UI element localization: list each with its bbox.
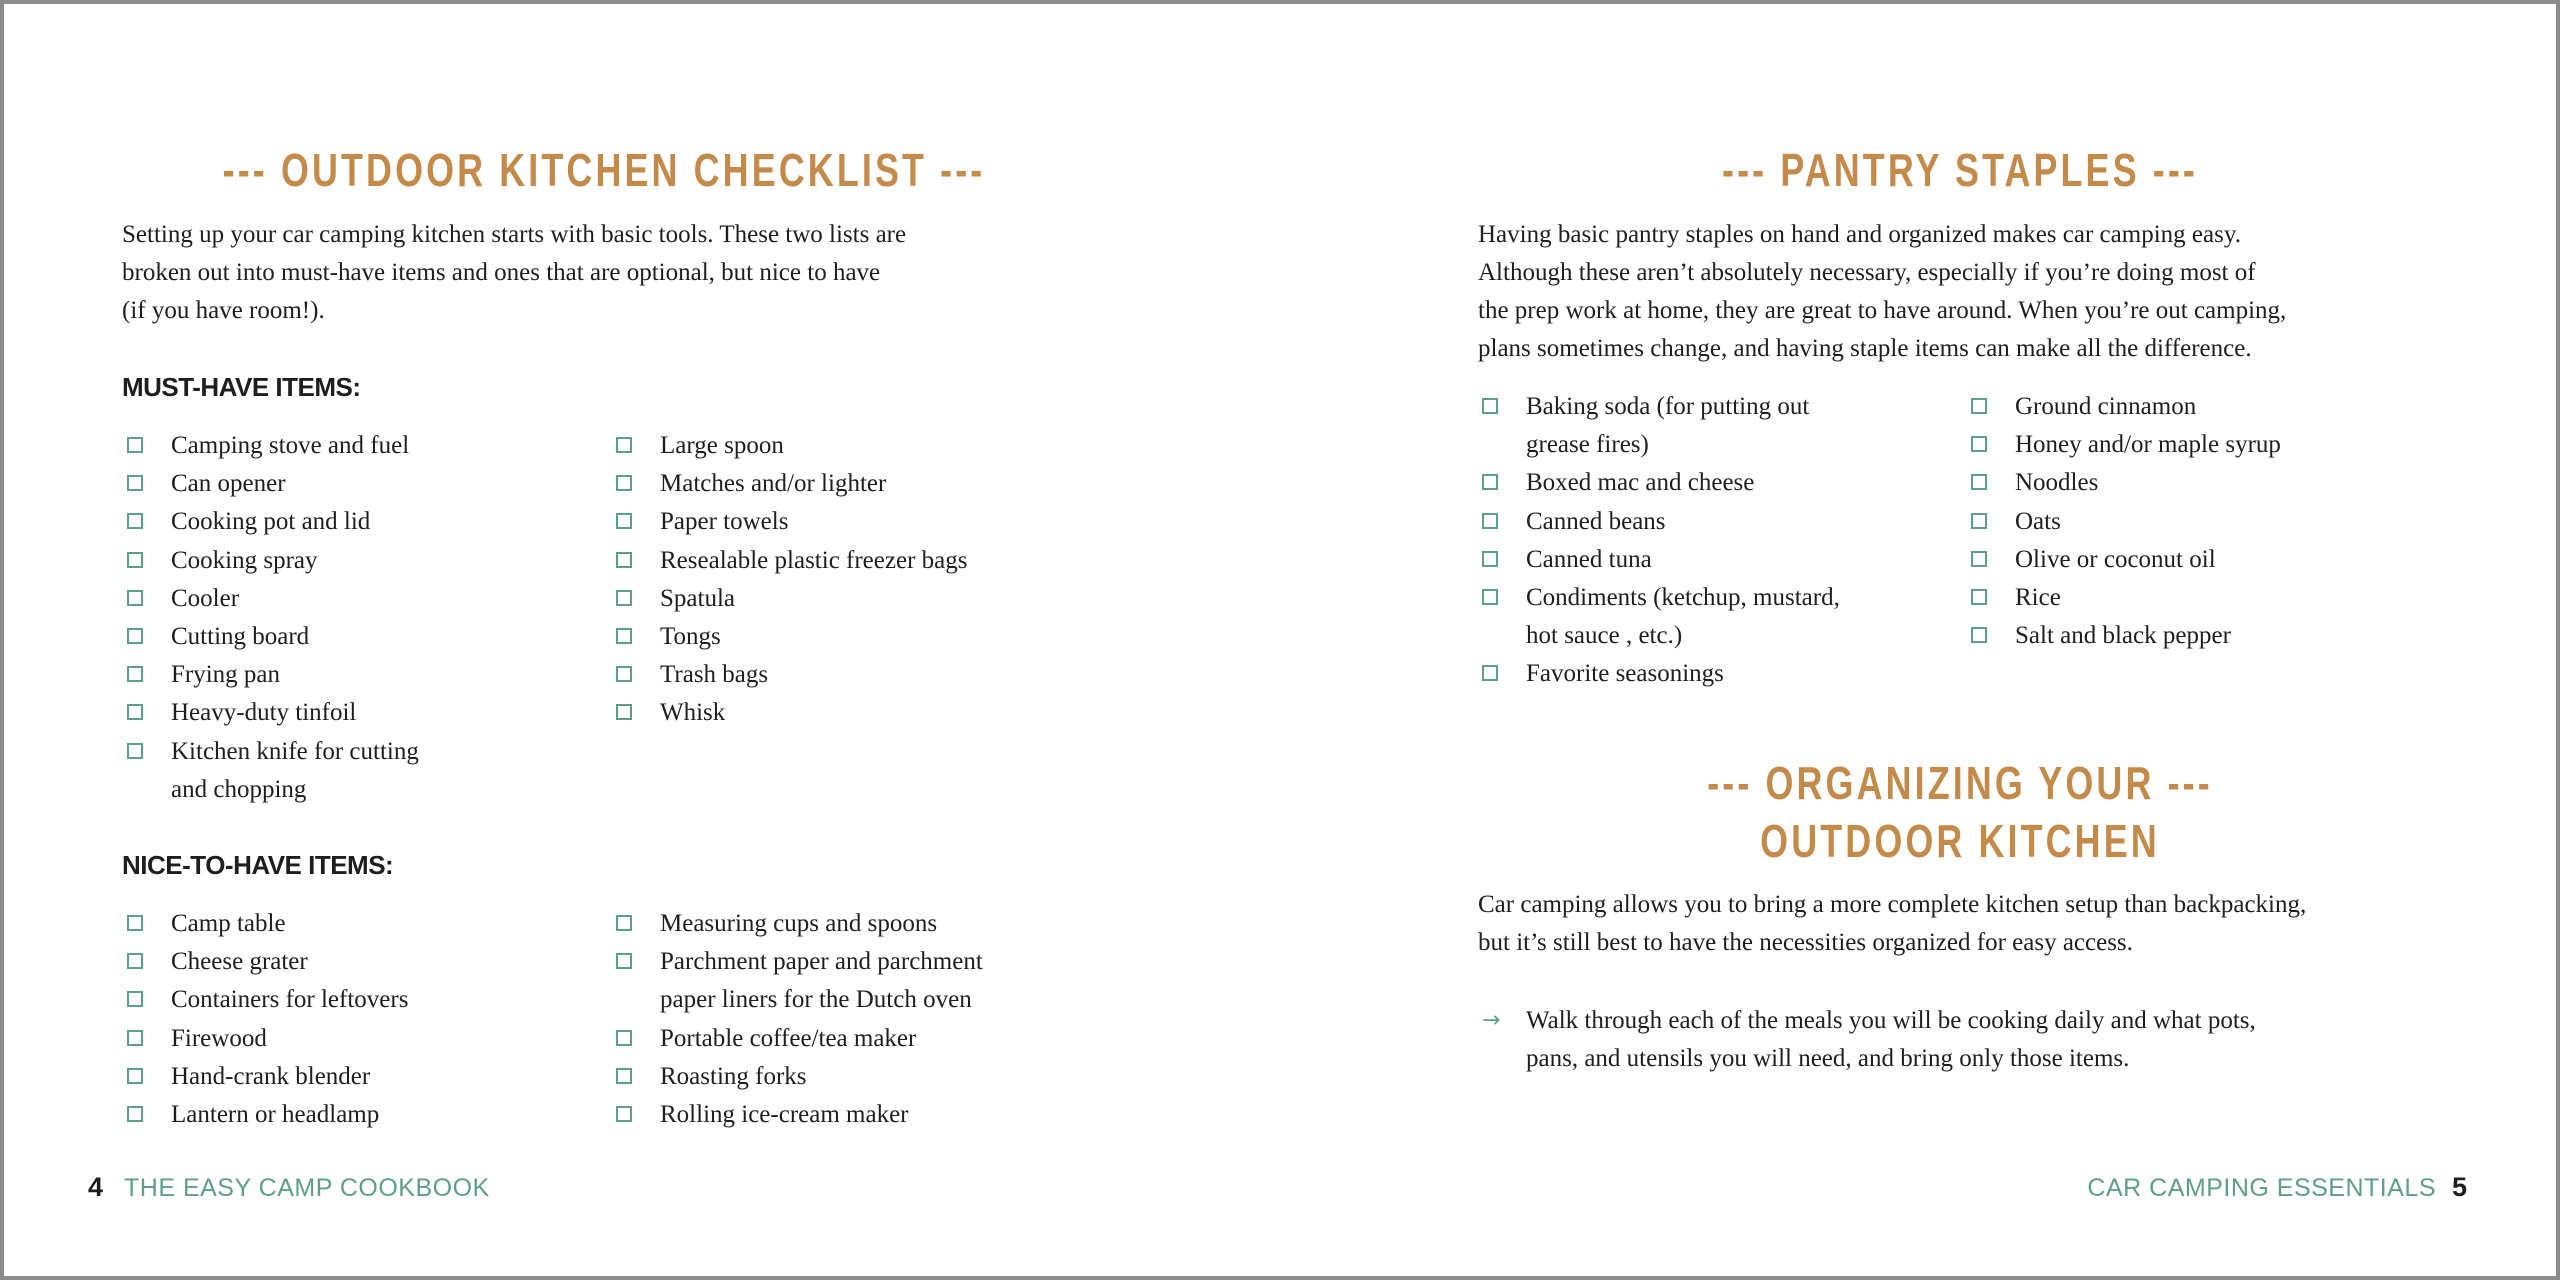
checklist-item[interactable]	[1971, 579, 2281, 617]
checklist-item[interactable]	[1482, 579, 1840, 655]
checklist-item[interactable]	[127, 694, 419, 732]
item-label: paper liners for the Dutch oven	[660, 986, 972, 1014]
item-label: Camping stove and fuel	[171, 432, 410, 459]
checklist-item[interactable]	[616, 542, 967, 580]
item-label: Paper towels	[660, 508, 789, 536]
checkbox-icon[interactable]	[1482, 474, 1498, 490]
item-label: Noodles	[2015, 469, 2099, 497]
checklist-item[interactable]	[616, 618, 967, 656]
checkbox-icon[interactable]	[1482, 665, 1498, 681]
item-label: Ground cinnamon	[2015, 393, 2197, 420]
paragraph-line: Car camping allows you to bring a more complete kitchen setup than backpacking,	[1478, 891, 2307, 918]
checkbox-icon[interactable]	[616, 552, 632, 568]
item-label: Measuring cups and spoons	[660, 910, 938, 937]
checkbox-icon[interactable]	[127, 437, 143, 453]
checklist-item[interactable]	[1482, 655, 1840, 693]
checklist-item[interactable]	[616, 905, 983, 943]
checklist-item[interactable]	[127, 465, 419, 503]
item-label: Baking soda (for putting out	[1526, 393, 1810, 420]
checklist-item[interactable]	[1971, 503, 2281, 541]
item-label: Cheese grater	[171, 948, 308, 976]
item-label: Trash bags	[660, 661, 769, 689]
checkbox-icon[interactable]	[1971, 398, 1987, 414]
checkbox-icon[interactable]	[1482, 513, 1498, 529]
item-label: Containers for leftovers	[171, 986, 409, 1014]
item-label: Condiments (ketchup, mustard,	[1526, 584, 1840, 612]
checklist-item[interactable]	[127, 618, 419, 656]
checklist-item[interactable]	[1482, 464, 1840, 502]
checkbox-icon[interactable]	[1482, 589, 1498, 605]
checklist-item[interactable]	[616, 656, 967, 694]
organizing-intro	[1478, 886, 2306, 962]
checklist-item[interactable]	[1971, 426, 2281, 464]
item-label: Large spoon	[660, 432, 784, 459]
checkbox-icon[interactable]	[1971, 589, 1987, 605]
item-label: Whisk	[660, 699, 726, 727]
checkbox-icon[interactable]	[127, 1106, 143, 1122]
checklist-item[interactable]	[1971, 388, 2281, 426]
checkbox-icon[interactable]	[1971, 551, 1987, 567]
checkbox-icon[interactable]	[127, 628, 143, 644]
paragraph-line: Although these aren’t absolutely necessary, especially if you’re doing most of	[1478, 259, 2256, 286]
paragraph-line: (if you have room!).	[122, 297, 325, 324]
checkbox-icon[interactable]	[127, 743, 143, 759]
checkbox-icon[interactable]	[127, 953, 143, 969]
checkbox-icon[interactable]	[127, 552, 143, 568]
checklist-item[interactable]	[127, 427, 419, 465]
nice-to-have-list-col2	[616, 905, 983, 1134]
item-label: Kitchen knife for cutting	[171, 737, 419, 765]
organizing-tips	[1482, 1002, 2256, 1078]
page-number-right: 5	[2452, 1172, 2468, 1202]
must-have-heading: MUST-HAVE ITEMS:	[122, 372, 361, 402]
checklist-item[interactable]	[616, 503, 967, 541]
paragraph-line: Setting up your car camping kitchen starts with basic tools. These two lists are	[122, 221, 907, 248]
checklist-intro	[122, 216, 906, 330]
checklist-item[interactable]	[1482, 503, 1840, 541]
item-label: pans, and utensils you will need, and bring only those items.	[1526, 1045, 2130, 1073]
paragraph-line: but it’s still best to have the necessities organized for easy access.	[1478, 929, 2133, 956]
item-label: grease fires)	[1526, 431, 1649, 459]
item-label: Firewood	[171, 1024, 267, 1052]
item-label: Rolling ice-cream maker	[660, 1101, 909, 1129]
item-label: Lantern or headlamp	[171, 1101, 380, 1129]
checkbox-icon[interactable]	[616, 437, 632, 453]
item-label: and chopping	[171, 775, 307, 803]
checklist-item[interactable]	[127, 542, 419, 580]
checkbox-icon[interactable]	[127, 475, 143, 491]
checklist-item[interactable]	[1482, 388, 1840, 464]
item-label: Cutting board	[171, 623, 310, 651]
checkbox-icon[interactable]	[616, 513, 632, 529]
paragraph-line: plans sometimes change, and having staple items can make all the difference.	[1478, 335, 2252, 362]
item-label: Boxed mac and cheese	[1526, 469, 1755, 497]
checklist-item[interactable]	[616, 1058, 983, 1096]
item-label: Tongs	[660, 623, 721, 651]
checkbox-icon[interactable]	[1971, 627, 1987, 643]
checkbox-icon[interactable]	[127, 1030, 143, 1046]
checklist-item[interactable]	[616, 1020, 983, 1058]
item-label: Portable coffee/tea maker	[660, 1024, 917, 1052]
paragraph-line: the prep work at home, they are great to have around. When you’re out camping,	[1478, 297, 2287, 324]
arrow-icon: →	[1482, 1008, 1501, 1033]
checklist-item[interactable]	[616, 1096, 983, 1134]
checkbox-icon[interactable]	[616, 1106, 632, 1122]
organizing-title-line2: OUTDOOR KITCHEN	[1760, 815, 2160, 867]
organizing-title-line1: --- ORGANIZING YOUR ---	[1707, 757, 2213, 809]
nice-to-have-list-col1	[127, 905, 408, 1134]
checkbox-icon[interactable]	[1971, 513, 1987, 529]
must-have-list-col1	[127, 427, 419, 809]
checklist-item[interactable]	[127, 580, 419, 618]
must-have-list-col2	[616, 427, 967, 733]
checkbox-icon[interactable]	[616, 590, 632, 606]
checkbox-icon[interactable]	[127, 991, 143, 1007]
paragraph-line: Having basic pantry staples on hand and organized makes car camping easy.	[1478, 221, 2241, 248]
page-number-left: 4	[88, 1172, 104, 1202]
pantry-title: --- PANTRY STAPLES ---	[1722, 144, 2198, 196]
checklist-item[interactable]	[1971, 541, 2281, 579]
item-label: Resealable plastic freezer bags	[660, 546, 968, 574]
item-label: Canned beans	[1526, 507, 1666, 535]
item-label: Camp table	[171, 910, 286, 937]
item-label: Hand-crank blender	[171, 1062, 371, 1090]
item-label: Honey and/or maple syrup	[2015, 431, 2281, 459]
checkbox-icon[interactable]	[1482, 551, 1498, 567]
nice-to-have-heading: NICE-TO-HAVE ITEMS:	[122, 850, 394, 880]
checklist-item[interactable]	[127, 905, 408, 943]
checklist-item[interactable]	[127, 943, 408, 981]
checklist-item[interactable]	[616, 943, 983, 1019]
item-label: Olive or coconut oil	[2015, 545, 2216, 573]
checkbox-icon[interactable]	[616, 704, 632, 720]
checkbox-icon[interactable]	[1971, 436, 1987, 452]
checklist-item[interactable]	[127, 1020, 408, 1058]
item-label: hot sauce , etc.)	[1526, 622, 1683, 650]
checkbox-icon[interactable]	[127, 1068, 143, 1084]
item-label: Salt and black pepper	[2015, 622, 2231, 650]
paragraph-line: broken out into must-have items and ones that are optional, but nice to have	[122, 259, 881, 286]
pantry-intro	[1478, 216, 2286, 368]
checklist-item[interactable]	[616, 427, 967, 465]
item-label: Roasting forks	[660, 1062, 807, 1090]
item-label: Walk through each of the meals you will be cooking daily and what pots,	[1526, 1007, 2256, 1034]
checkbox-icon[interactable]	[127, 704, 143, 720]
checklist-item[interactable]	[127, 733, 419, 809]
checkbox-icon[interactable]	[616, 1030, 632, 1046]
item-label: Oats	[2015, 507, 2061, 535]
checklist-item[interactable]	[1971, 617, 2281, 655]
checkbox-icon[interactable]	[616, 666, 632, 682]
item-label: Heavy-duty tinfoil	[171, 699, 357, 727]
checkbox-icon[interactable]	[127, 513, 143, 529]
checklist-item[interactable]	[1482, 541, 1840, 579]
checklist-title: --- OUTDOOR KITCHEN CHECKLIST ---	[222, 144, 986, 196]
checkbox-icon[interactable]	[127, 915, 143, 931]
item-label: Cooler	[171, 584, 240, 612]
item-label: Favorite seasonings	[1526, 660, 1724, 688]
checklist-item[interactable]	[616, 465, 967, 503]
running-head-right: CAR CAMPING ESSENTIALS	[2087, 1174, 2436, 1202]
item-label: Canned tuna	[1526, 545, 1652, 573]
tip-item	[1482, 1002, 2256, 1078]
item-label: Parchment paper and parchment	[660, 948, 983, 976]
checkbox-icon[interactable]	[616, 475, 632, 491]
checkbox-icon[interactable]	[127, 590, 143, 606]
item-label: Cooking pot and lid	[171, 508, 371, 536]
running-head-left: THE EASY CAMP COOKBOOK	[124, 1174, 490, 1202]
item-label: Can opener	[171, 470, 286, 498]
checklist-item[interactable]	[616, 694, 967, 732]
checkbox-icon[interactable]	[616, 1068, 632, 1084]
checkbox-icon[interactable]	[616, 915, 632, 931]
checkbox-icon[interactable]	[616, 953, 632, 969]
item-label: Rice	[2015, 584, 2061, 612]
item-label: Spatula	[660, 584, 735, 612]
checklist-item[interactable]	[127, 981, 408, 1019]
checklist-item[interactable]	[127, 656, 419, 694]
checklist-item[interactable]	[127, 503, 419, 541]
checkbox-icon[interactable]	[1971, 474, 1987, 490]
checklist-item[interactable]	[1971, 464, 2281, 502]
item-label: Frying pan	[171, 661, 281, 689]
checklist-item[interactable]	[127, 1096, 408, 1134]
pantry-list-col2	[1971, 388, 2281, 655]
checklist-item[interactable]	[616, 580, 967, 618]
item-label: Matches and/or lighter	[660, 470, 887, 498]
checkbox-icon[interactable]	[616, 628, 632, 644]
pantry-list-col1	[1482, 388, 1840, 694]
checkbox-icon[interactable]	[127, 666, 143, 682]
checklist-item[interactable]	[127, 1058, 408, 1096]
item-label: Cooking spray	[171, 546, 318, 574]
checkbox-icon[interactable]	[1482, 398, 1498, 414]
